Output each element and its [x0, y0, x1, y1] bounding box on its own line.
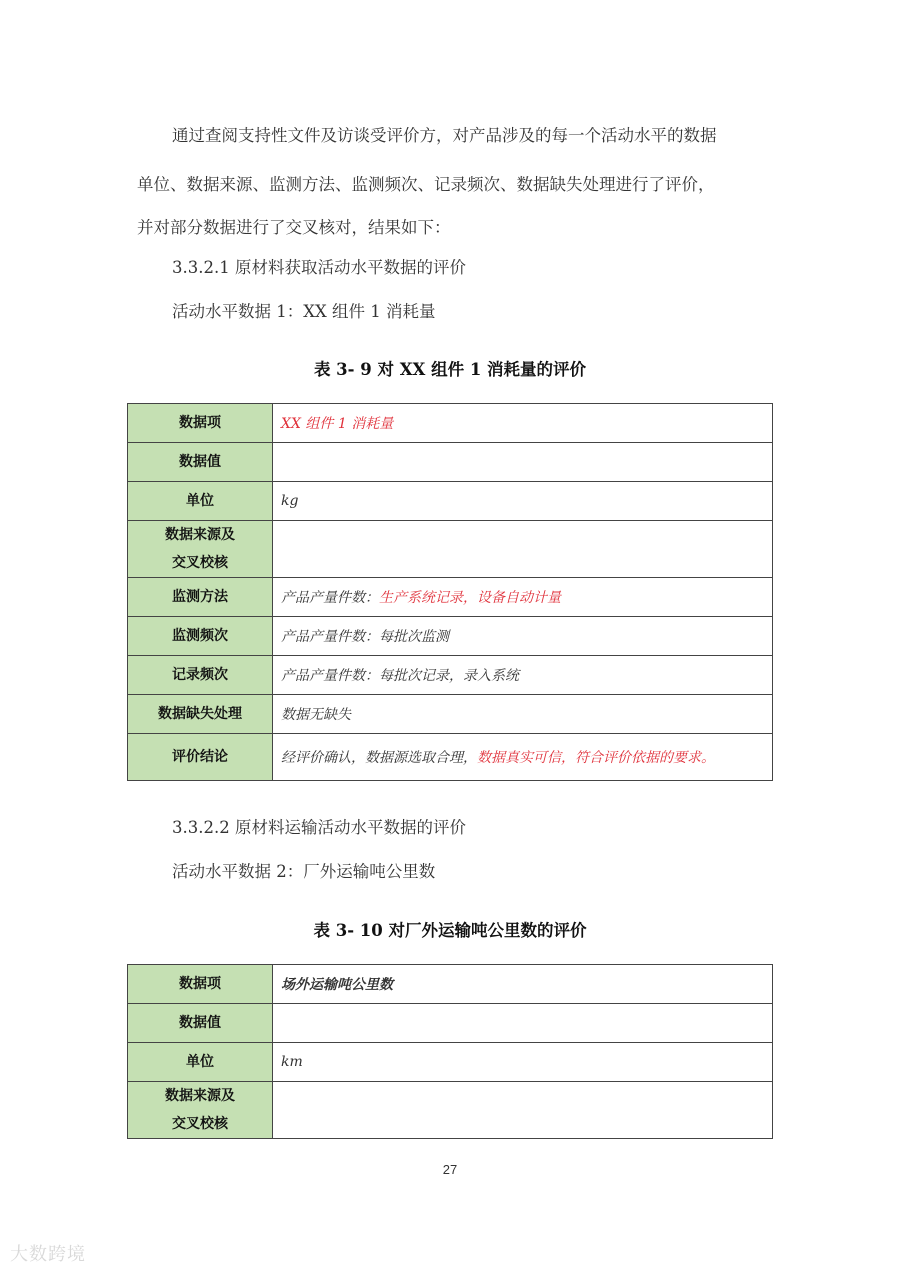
page-number: 27: [442, 1162, 458, 1177]
table-row: [128, 443, 773, 482]
activity-data-1: 活动水平数据 1：XX 组件 1 消耗量: [172, 302, 436, 321]
evaluation-table-1: [127, 403, 773, 781]
section-heading-1: 3.3.2.1 原材料获取活动水平数据的评价: [172, 258, 466, 277]
row-key: 数据值: [128, 443, 273, 482]
row-value: 产品产量件数：生产系统记录，设备自动计量: [273, 578, 773, 617]
row-key: 数据缺失处理: [128, 695, 273, 734]
row-key: 单位: [128, 1043, 273, 1082]
row-value: 场外运输吨公里数: [273, 965, 773, 1004]
table-row: [128, 1043, 773, 1082]
evaluation-table-2: [127, 964, 773, 1139]
row-key: 单位: [128, 482, 273, 521]
table-caption-1: 表 3- 9 对 XX 组件 1 消耗量的评价: [313, 360, 587, 379]
table-row: [128, 1004, 773, 1043]
row-key: 数据项: [128, 404, 273, 443]
row-value: 数据无缺失: [273, 695, 773, 734]
table-caption-2: 表 3- 10 对厂外运输吨公里数的评价: [313, 921, 587, 940]
table-row: [128, 695, 773, 734]
row-key: 数据项: [128, 965, 273, 1004]
row-value: [273, 1004, 773, 1043]
table-row: [128, 404, 773, 443]
row-key: 评价结论: [128, 734, 273, 781]
activity-data-2: 活动水平数据 2：厂外运输吨公里数: [172, 862, 436, 881]
row-value: 产品产量件数：每批次监测: [273, 617, 773, 656]
row-value: kg: [273, 482, 773, 521]
intro-line-1: 通过查阅支持性文件及访谈受评价方，对产品涉及的每一个活动水平的数据: [172, 126, 717, 145]
row-key: 数据值: [128, 1004, 273, 1043]
table-row: [128, 656, 773, 695]
row-value: [273, 1082, 773, 1139]
row-key: 数据来源及 交叉校核: [128, 521, 273, 578]
row-key: 监测方法: [128, 578, 273, 617]
watermark: 大数跨境: [10, 1244, 86, 1265]
section-heading-2: 3.3.2.2 原材料运输活动水平数据的评价: [172, 818, 466, 837]
table-row: [128, 1082, 773, 1139]
row-value: 产品产量件数：每批次记录，录入系统: [273, 656, 773, 695]
intro-line-2: 单位、数据来源、监测方法、监测频次、记录频次、数据缺失处理进行了评价，: [137, 175, 715, 194]
row-value: [273, 521, 773, 578]
row-key: 数据来源及 交叉校核: [128, 1082, 273, 1139]
row-value: 经评价确认，数据源选取合理，数据真实可信，符合评价依据的要求。: [273, 734, 773, 781]
table-row: [128, 734, 773, 781]
table-row: [128, 578, 773, 617]
table-row: [128, 617, 773, 656]
row-value: km: [273, 1043, 773, 1082]
intro-line-3: 并对部分数据进行了交叉核对，结果如下：: [137, 218, 451, 237]
row-value: XX 组件 1 消耗量: [273, 404, 773, 443]
table-row: [128, 482, 773, 521]
row-key: 记录频次: [128, 656, 273, 695]
row-value: [273, 443, 773, 482]
table-row: [128, 965, 773, 1004]
row-key: 监测频次: [128, 617, 273, 656]
table-row: [128, 521, 773, 578]
